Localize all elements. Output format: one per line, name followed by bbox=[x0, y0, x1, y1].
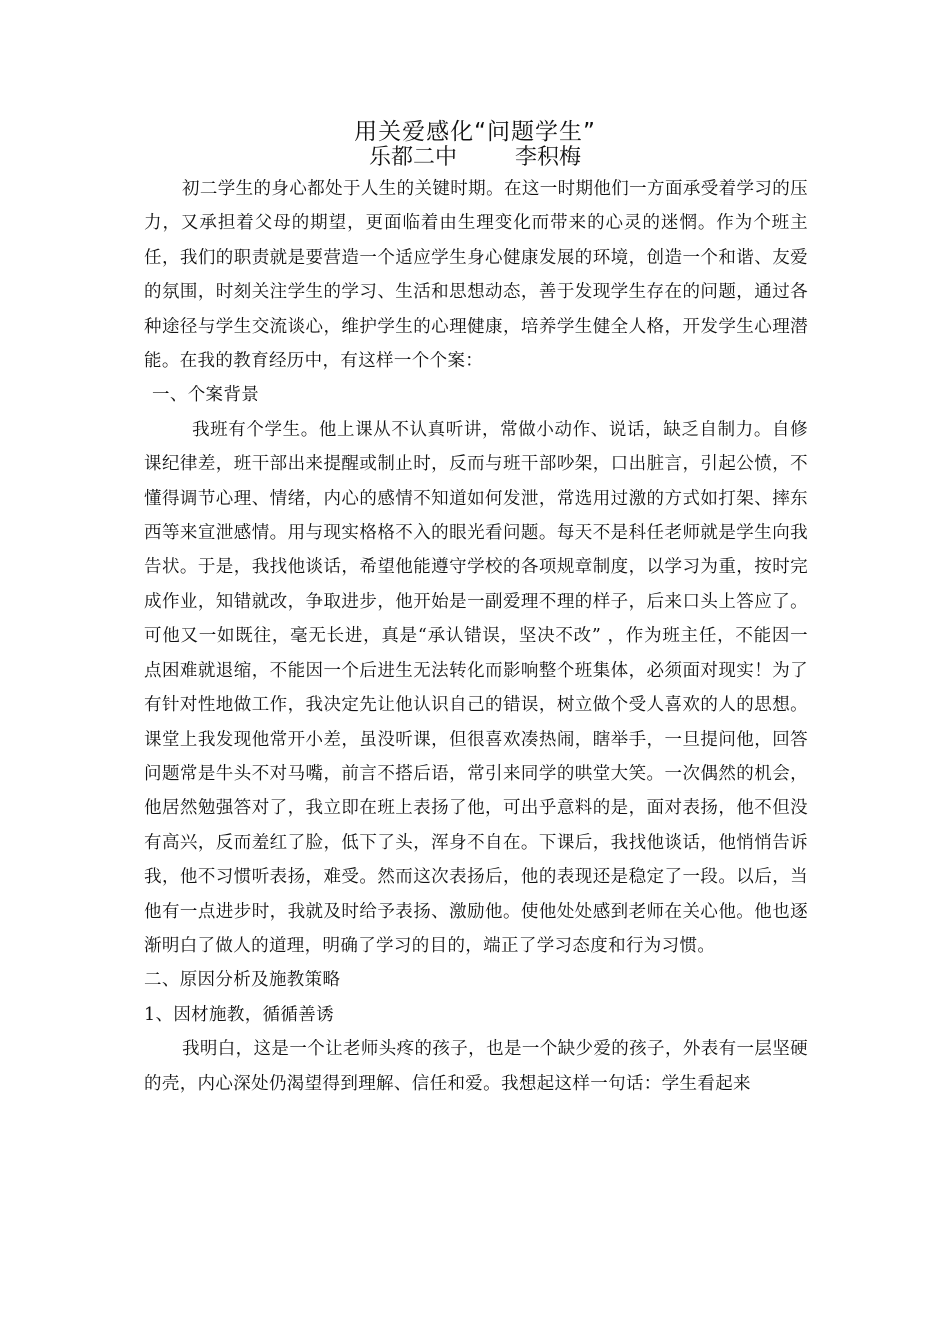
document-body bbox=[144, 172, 808, 1101]
author-name: 李积梅 bbox=[515, 145, 582, 170]
author-school: 乐都二中 bbox=[368, 145, 457, 170]
background-paragraph: 我班有个学生。他上课从不认真听讲，常做小动作、说话，缺乏自制力。自修课纪律差，班干部出来提醒或制止时，反而与班干部吵架，口出脏言，引起公愤，不懂得调节心理、情绪，内心的感情不知道如何发泄，常选用过激的方式如打架、摔东西等来宣泄感情。用与现实格格不入的眼光看问题。每天不是科任老师就是学生向我告状。于是，我找他谈话，希望他能遵守学校的各项规章制度，以学习为重，按时完成作业，知错就改，争取进步，他开始是一副爱理不理的样子，后来口头上答应了。可他又一如既往，毫无长进，真是“承认错误，坚决不改” ，作为班主任，不能因一点困难就退缩，不能因一个后进生无法转化而影响整个班集体，必须面对现实！为了有针对性地做工作，我决定先让他认识自己的错误，树立做个受人喜欢的人的思想。课堂上我发现他常开小差，虽没听课，但很喜欢凑热闹，瞎举手，一旦提问他，回答问题常是牛头不对马嘴，前言不搭后语，常引来同学的哄堂大笑。一次偶然的机会，他居然勉强答对了，我立即在班上表扬了他，可出乎意料的是，面对表扬，他不但没有高兴，反而羞红了脸，低下了头，浑身不自在。下课后，我找他谈话，他悄悄告诉我，他不习惯听表扬，难受。然而这次表扬后，他的表现还是稳定了一段。以后，当他有一点进步时，我就及时给予表扬、激励他。使他处处感到老师在关心他。他也逐渐明白了做人的道理，明确了学习的目的，端正了学习态度和行为习惯。 bbox=[144, 419, 808, 956]
section-heading-analysis: 二、原因分析及施教策略 bbox=[144, 970, 341, 991]
document-title: 用关爱感化“问题学生” bbox=[354, 119, 596, 145]
section-heading-background: 一、个案背景 bbox=[152, 385, 260, 406]
document-byline bbox=[0, 145, 950, 171]
intro-paragraph: 初二学生的身心都处于人生的关键时期。在这一时期他们一方面承受着学习的压力，又承担着父母的期望，更面临着由生理变化而带来的心灵的迷惘。作为个班主任，我们的职责就是要营造一个适应学生身心健康发展的环境，创造一个和谐、友爱的氛围，时刻关注学生的学习、生活和思想动态，善于发现学生存在的问题，通过各种途径与学生交流谈心，维护学生的心理健康，培养学生健全人格，开发学生心理潜能。在我的教育经历中，有这样一个个案： bbox=[144, 179, 808, 372]
subsection-heading: 1、因材施教，循循善诱 bbox=[144, 1004, 334, 1025]
analysis-paragraph: 我明白，这是一个让老师头疼的孩子，也是一个缺少爱的孩子，外表有一层坚硬的壳，内心深处仍渴望得到理解、信任和爱。我想起这样一句话：学生看起来 bbox=[144, 1039, 808, 1094]
